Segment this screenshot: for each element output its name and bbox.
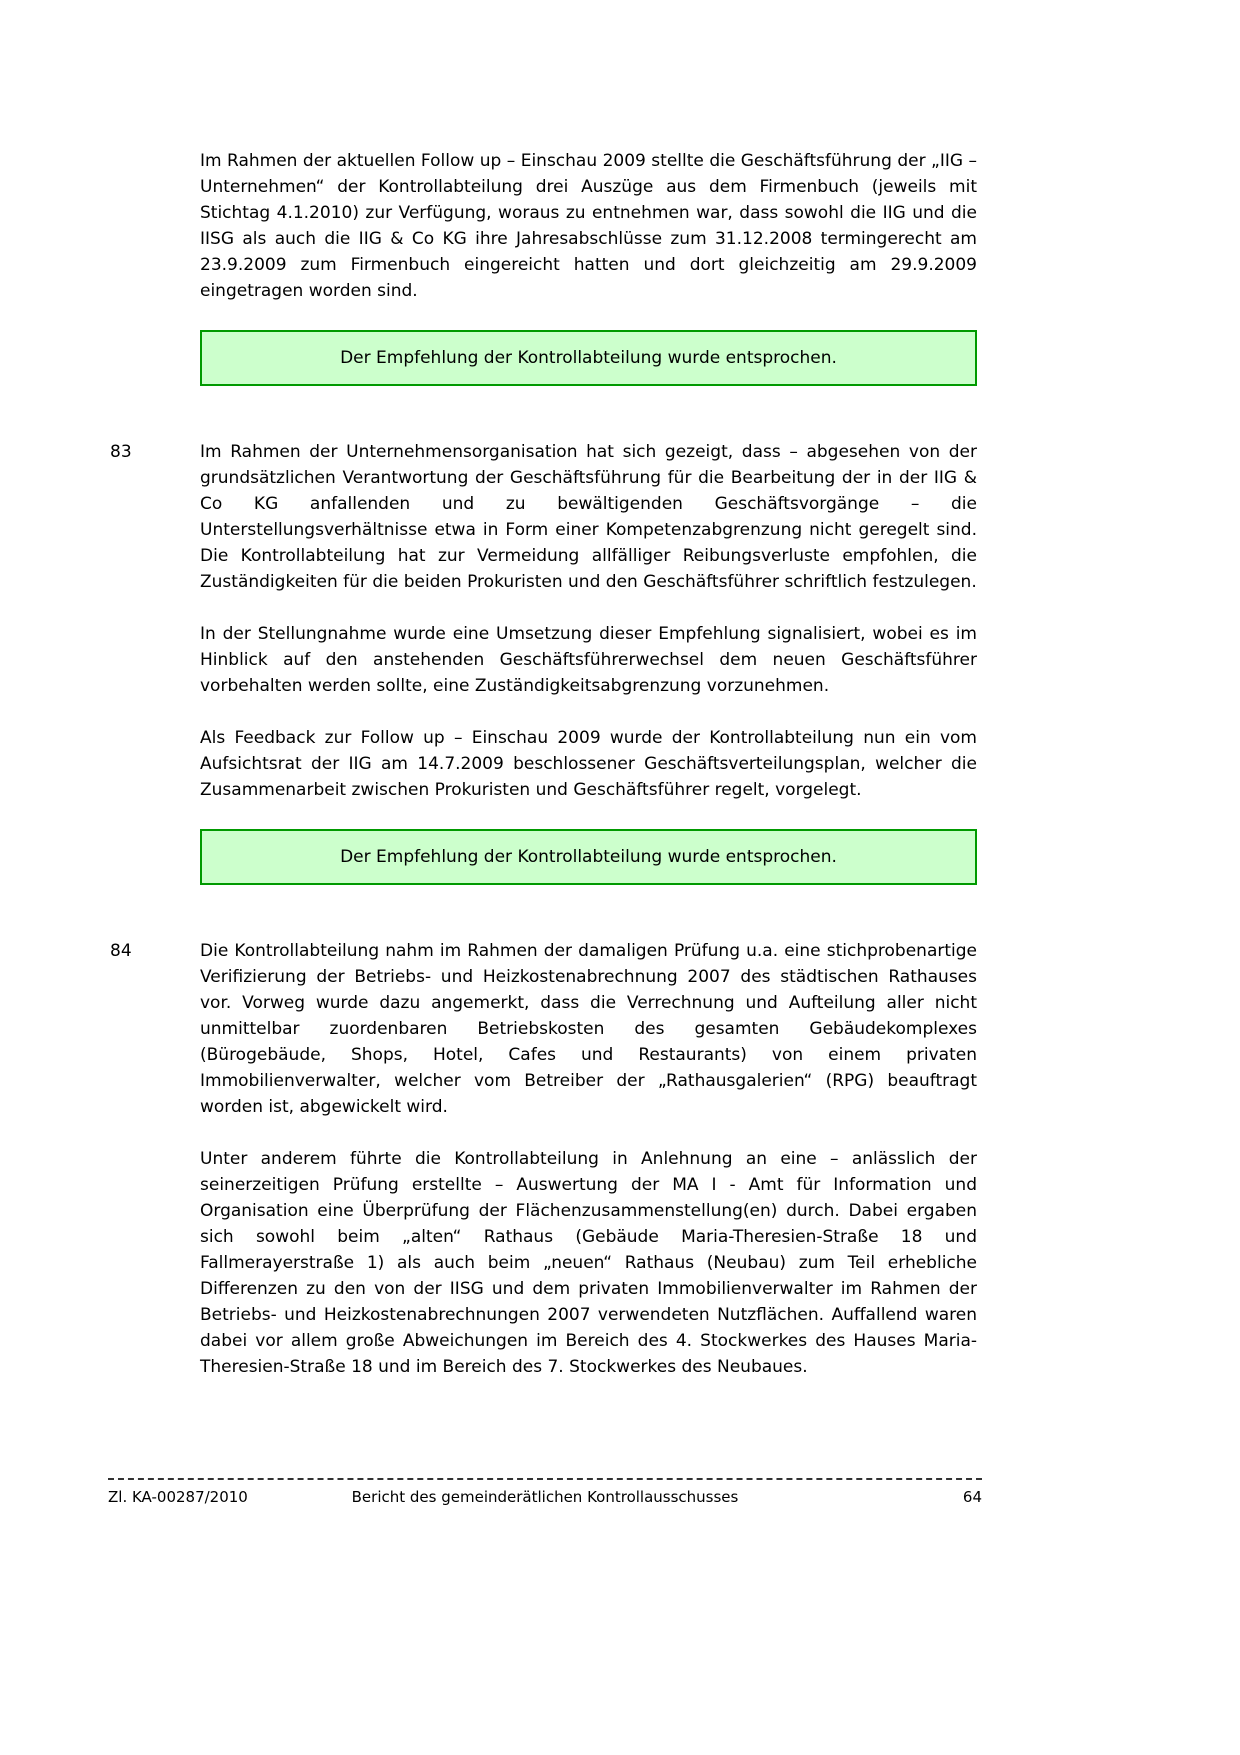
section-body: [200, 938, 977, 1406]
section-number: 83: [110, 442, 132, 462]
paragraph: In der Stellungnahme wurde eine Umsetzung dieser Empfehlung signalisiert, wobei es im Hinblick auf den anstehenden Geschäftsführerwechsel dem neuen Geschäftsführer vorbehalten werden sollte, eine Zuständigkeitsabgrenzung vorzunehmen.: [200, 624, 977, 696]
paragraph: Unter anderem führte die Kontrollabteilung in Anlehnung an eine – anlässlich der seinerzeitigen Prüfung erstellte – Auswertung der MA I - Amt für Information und Organisation eine Überprüfung der Flächenzusammenstellung(en) durch. Dabei ergaben sich sowohl beim „alten“ Rathaus (Gebäude Maria-Theresien-Straße 18 und Fallmerayerstraße 1) als auch beim „neuen“ Rathaus (Neubau) zum Teil erhebliche Differenzen zu den von der IISG und dem privaten Immobilienverwalter im Rahmen der Betriebs- und Heizkostenabrechnungen 2007 verwendeten Nutzflächen. Auffallend waren dabei vor allem große Abweichungen im Bereich des 4. Stockwerkes des Hauses Maria-Theresien-Straße 18 und im Bereich des 7. Stockwerkes des Neubaues.: [200, 1149, 977, 1377]
recommendation-box: [200, 829, 977, 885]
section-number: 84: [110, 941, 132, 961]
section-83: [110, 439, 977, 938]
section-84: [110, 938, 977, 1406]
paragraph: Im Rahmen der aktuellen Follow up – Einschau 2009 stellte die Geschäftsführung der „IIG – Unternehmen“ der Kontrollabteilung drei Auszüge aus dem Firmenbuch (jeweils mit Stichtag 4.1.2010) zur Verfügung, woraus zu entnehmen war, dass sowohl die IIG und die IISG als auch die IIG & Co KG ihre Jahresabschlüsse zum 31.12.2008 termingerecht am 23.9.2009 zum Firmenbuch eingereicht hatten und dort gleichzeitig am 29.9.2009 eingetragen worden sind.: [200, 151, 977, 301]
footer-page-number: 64: [962, 1488, 982, 1506]
recommendation-text: Der Empfehlung der Kontrollabteilung wurde entsprochen.: [340, 847, 837, 867]
section-continuation: [110, 148, 977, 439]
section-body: [200, 148, 977, 439]
paragraph: Als Feedback zur Follow up – Einschau 2009 wurde der Kontrollabteilung nun ein vom Aufsichtsrat der IIG am 14.7.2009 beschlossener Geschäftsverteilungsplan, welcher die Zusammenarbeit zwischen Prokuristen und Geschäftsführer regelt, vorgelegt.: [200, 728, 977, 800]
document-content: [110, 148, 977, 1406]
footer-document-title: Bericht des gemeinderätlichen Kontrollausschusses: [351, 1488, 739, 1506]
recommendation-box: [200, 330, 977, 386]
page-footer: [108, 1478, 982, 1507]
paragraph: Im Rahmen der Unternehmensorganisation hat sich gezeigt, dass – abgesehen von der grundsätzlichen Verantwortung der Geschäftsführung für die Bearbeitung der in der IIG & Co KG anfallenden und zu bewältigenden Geschäftsvorgänge – die Unterstellungsverhältnisse etwa in Form einer Kompetenzabgrenzung nicht geregelt sind. Die Kontrollabteilung hat zur Vermeidung allfälliger Reibungsverluste empfohlen, die Zuständigkeiten für die beiden Prokuristen und den Geschäftsführer schriftlich festzulegen.: [200, 442, 977, 592]
footer-reference-number: Zl. KA-00287/2010: [108, 1488, 248, 1506]
section-body: [200, 439, 977, 938]
recommendation-text: Der Empfehlung der Kontrollabteilung wurde entsprochen.: [340, 348, 837, 368]
paragraph: Die Kontrollabteilung nahm im Rahmen der damaligen Prüfung u.a. eine stichprobenartige Verifizierung der Betriebs- und Heizkostenabrechnung 2007 des städtischen Rathauses vor. Vorweg wurde dazu angemerkt, dass die Verrechnung und Aufteilung aller nicht unmittelbar zuordenbaren Betriebskosten des gesamten Gebäudekomplexes (Bürogebäude, Shops, Hotel, Cafes und Restaurants) von einem privaten Immobilienverwalter, welcher vom Betreiber der „Rathausgalerien“ (RPG) beauftragt worden ist, abgewickelt wird.: [200, 941, 977, 1117]
